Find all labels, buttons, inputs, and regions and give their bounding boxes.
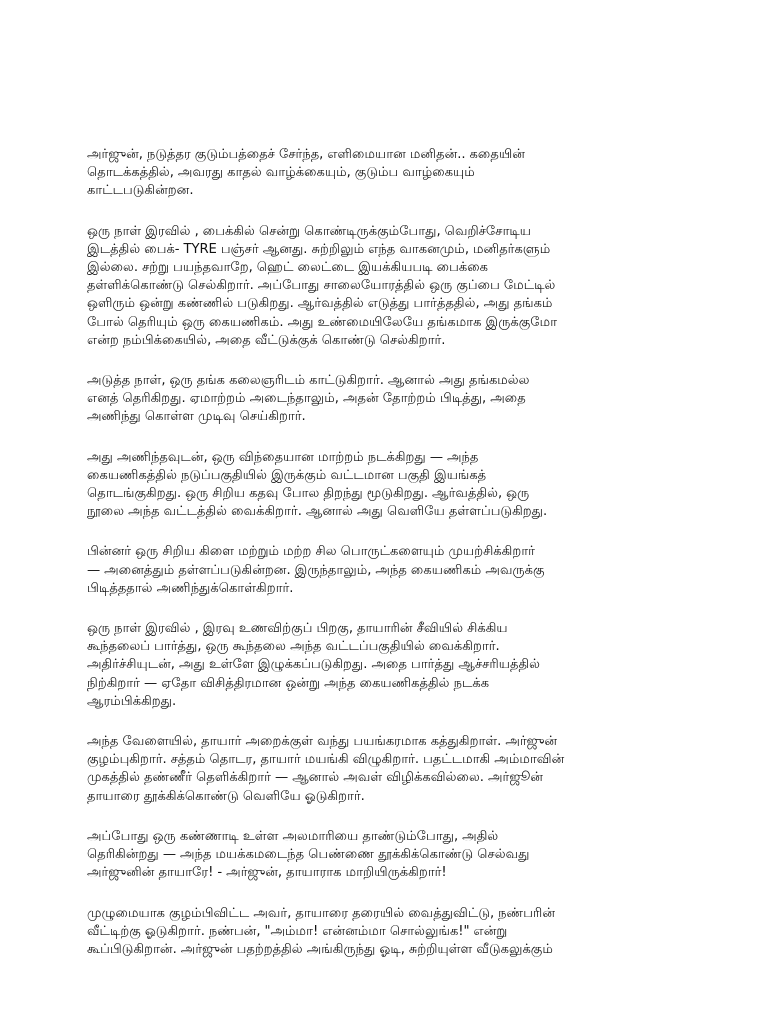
paragraph-8: அப்போது ஒரு கண்ணாடி உள்ள அலமாரியை தாண்டும்போது, அதில் தெரிகின்றது — அந்த மயக்கமடைந்த பெண்ணை தூக்கிக்கொண்டு செல்வது அர்ஜுனின் தாயாரே! - அர்ஜுன், தாயாராக மாறியிருக்கிறார்! xyxy=(87,828,530,881)
paragraph-6: ஒரு நாள் இரவில் , இரவு உணவிற்குப் பிறகு, தாயாரின் சீவியில் சிக்கிய கூந்தலைப் பார்த்து, ஒரு கூந்தலை அந்த வட்டப்பகுதியில் வைக்கிறார். அதிர்ச்சியுடன், அது உள்ளே இழுக்கப்படுகிறது. அதை பார்த்து ஆச்சரியத்தில் நிற்கிறார் — ஏதோ விசித்திரமான ஒன்று அந்த கையணிகத்தில் நடக்க ஆரம்பிக்கிறது. xyxy=(87,621,540,709)
document-page xyxy=(87,146,682,959)
paragraph-1: அர்ஜுன், நடுத்தர குடும்பத்தைச் சேர்ந்த, எளிமையான மனிதன்.. கதையின் தொடக்கத்தில், அவரது காதல் வாழ்க்கையும், குடும்ப வாழ்கையும் காட்டபடுகின்றன. xyxy=(87,147,525,199)
paragraph-5: பின்னர் ஒரு சிறிய கிளை மற்றும் மற்ற சில பொருட்களையும் முயற்சிக்கிறார் — அனைத்தும் தள்ளப்படுகின்றன. இருந்தாலும், அந்த கையணிகம் அவருக்கு பிடித்ததால் அணிந்துக்கொள்கிறார். xyxy=(87,544,545,596)
paragraph-7: அந்த வேளையில், தாயார் அறைக்குள் வந்து பயங்கரமாக கத்துகிறாள். அர்ஜுன் குழம்புகிறார். சத்தம் தொடர, தாயார் மயங்கி விழுகிறார். பதட்டமாகி அம்மாவின் முகத்தில் தண்ணீர் தெளிக்கிறார் — ஆனால் அவள் விழிக்கவில்லை. அர்ஜூன் தாயாரை தூக்கிக்கொண்டு வெளியே ஓடுகிறார். xyxy=(87,734,565,804)
paragraph-9: முழுமையாக குழம்பிவிட்ட அவர், தாயாரை தரையில் வைத்துவிட்டு, நண்பரின் வீட்டிற்கு ஓடுகிறார். நண்பன், "அம்மா! என்னம்மா சொல்லுங்க!" என்று கூப்பிடுகிறான். அர்ஜுன் பதற்றத்தில் அங்கிருந்து ஓடி, சுற்றியுள்ள வீடுகலுக்கும் xyxy=(87,905,556,957)
paragraph-2: ஒரு நாள் இரவில் , பைக்கில் சென்று கொண்டிருக்கும்போது, வெறிச்சோடிய இடத்தில் பைக்- TYRE பஞ்சர் ஆனது. சுற்றிலும் எந்த வாகனமும், மனிதர்களும் இல்லை. சற்று பயந்தவாறே, ஹெட் லைட்டை இயக்கியபடி பைக்கை தள்ளிக்கொண்டு செல்கிறார். அப்போது சாலையோரத்தில் ஒரு குப்பை மேட்டில் ஒளிரும் ஒன்று கண்ணில் படுகிறது. ஆர்வத்தில் எடுத்து பார்த்ததில், அது தங்கம் போல் தெரியும் ஒரு கையணிகம். அது உண்மையிலேயே தங்கமாக இருக்குமோ என்ற நம்பிக்கையில், அதை வீட்டுக்குக் கொண்டு செல்கிறார். xyxy=(87,223,558,348)
paragraph-3: அடுத்த நாள், ஒரு தங்க கலைஞரிடம் காட்டுகிறார். ஆனால் அது தங்கமல்ல எனத் தெரிகிறது. ஏமாற்றம் அடைந்தாலும், அதன் தோற்றம் பிடித்து, அதை அணிந்து கொள்ள முடிவு செய்கிறார். xyxy=(87,373,530,425)
paragraph-4: அது அணிந்தவுடன், ஒரு விந்தையான மாற்றம் நடக்கிறது — அந்த கையணிகத்தில் நடுப்பகுதியில் இருக்கும் வட்டமான பகுதி இயங்கத் தொடங்குகிறது. ஒரு சிறிய கதவு போல திறந்து மூடுகிறது. ஆர்வத்தில், ஒரு நூலை அந்த வட்டத்தில் வைக்கிறார். ஆனால் அது வெளியே தள்ளப்படுகிறது. xyxy=(87,449,548,520)
